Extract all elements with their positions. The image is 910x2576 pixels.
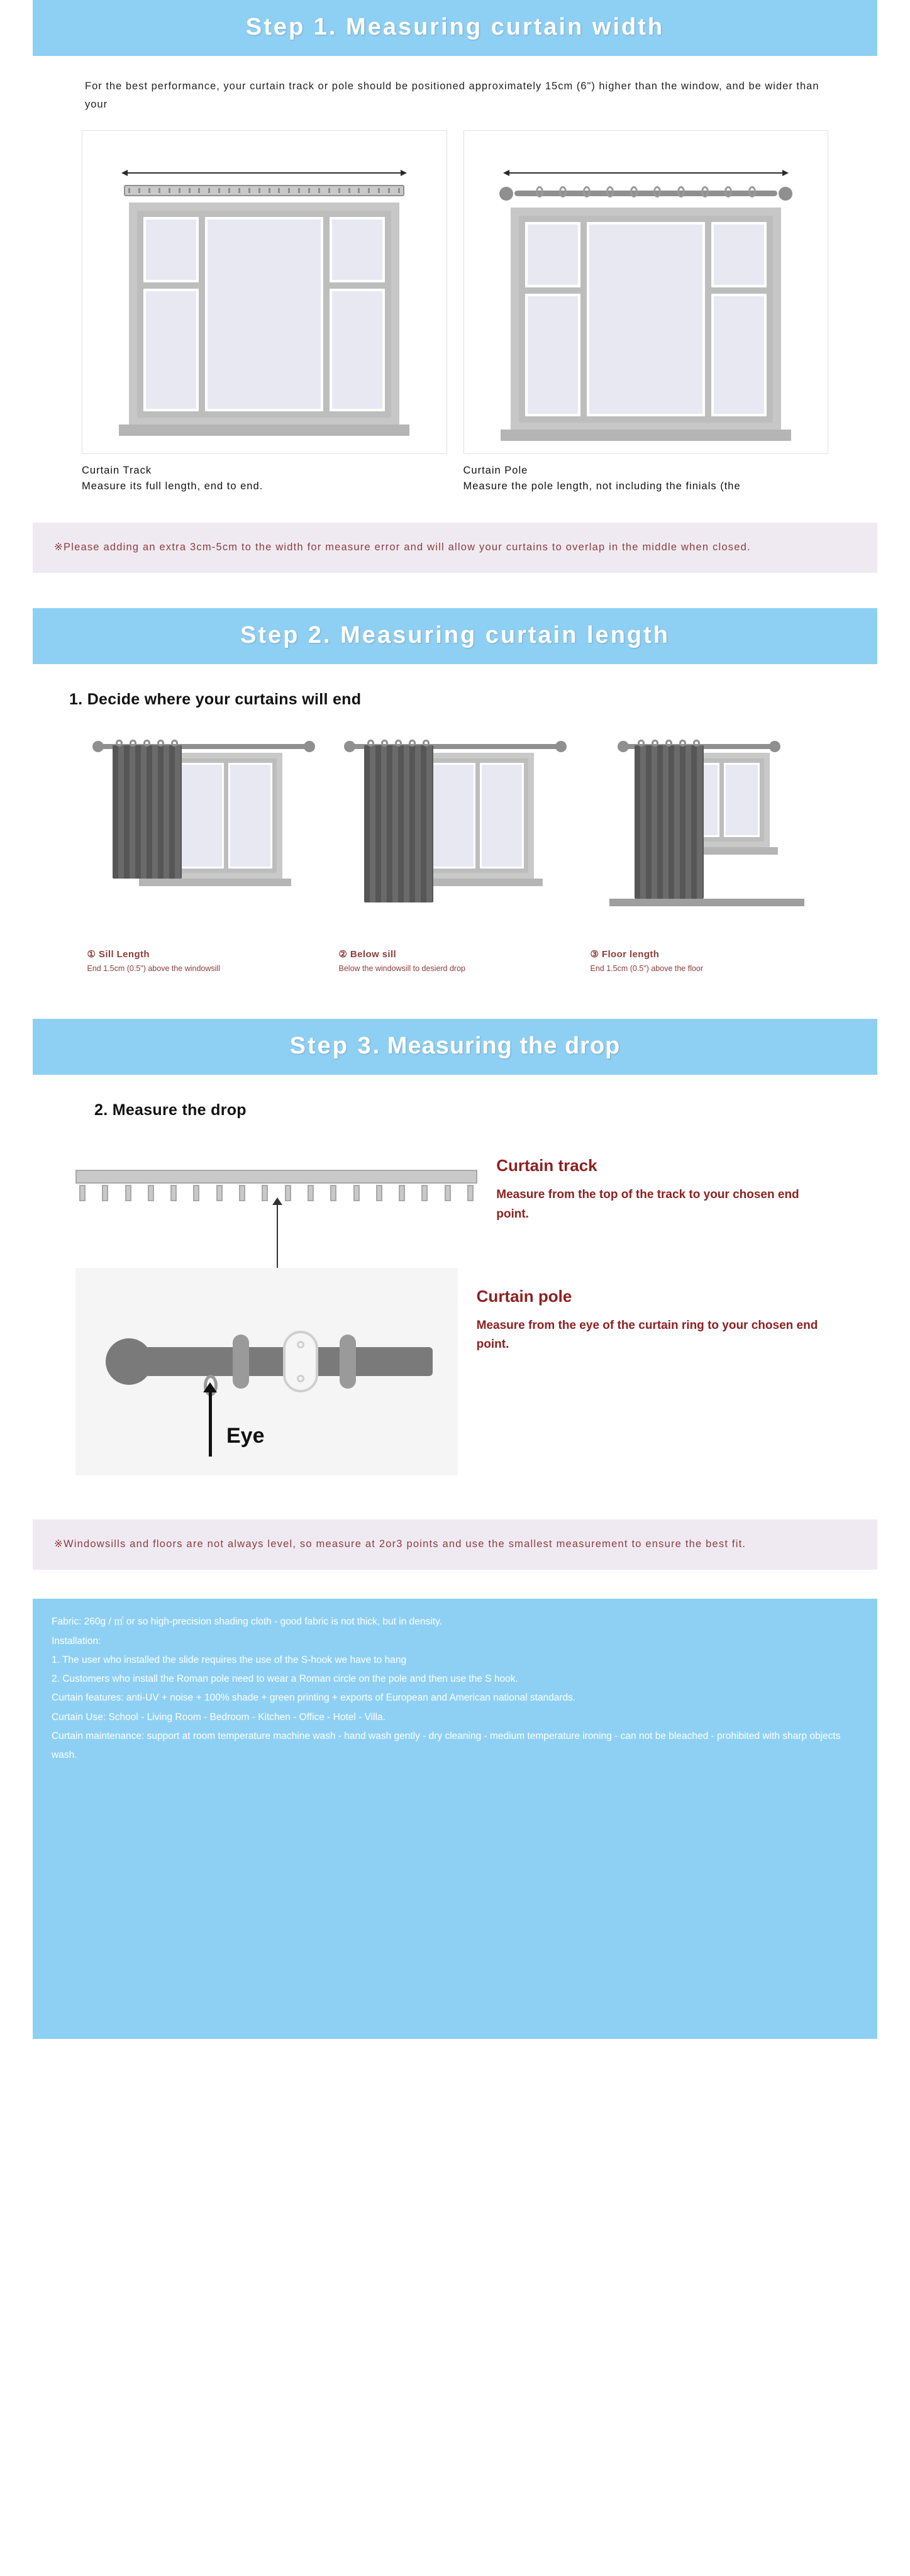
track-measure-illustration: [75, 1141, 477, 1204]
option-below-sill: [339, 728, 572, 975]
curtain-track-caption: [82, 463, 447, 495]
step3-banner-main: Step 3: [289, 1033, 373, 1060]
spec-line-fabric: Fabric: 260g / ㎡ or so high-precision shading cloth - good fabric is not thick, but in density.: [52, 1616, 442, 1628]
pole-measure-text: [477, 1230, 835, 1355]
up-arrow-icon: [209, 1391, 212, 1457]
option-sill-length-desc: End 1.5cm (0.5") above the windowsill: [87, 964, 220, 974]
window-icon: [129, 203, 399, 426]
option-sill-length: [87, 728, 320, 975]
below-sill-illustration: [339, 728, 572, 945]
step3-banner-rest: . Measuring the drop: [372, 1033, 621, 1060]
window-icon: [511, 208, 781, 431]
spec-line-install-2: 2. Customers who install the Roman pole need to wear a Roman circle on the pole and then use the S hook.: [52, 1674, 518, 1685]
eye-label: Eye: [226, 1423, 265, 1448]
pole-rod-icon: [498, 185, 794, 201]
sill-length-illustration: [87, 728, 320, 945]
step2-options-row: [82, 728, 828, 975]
option-sill-length-label: ① Sill Length: [87, 949, 150, 960]
pole-measure-illustration: [75, 1230, 458, 1475]
step1-illustration-row: [82, 130, 828, 495]
spec-line-features: Curtain features: anti-UV + noise + 100% shade + green printing + exports of European and American national standards.: [52, 1692, 576, 1704]
option-floor-length-desc: End 1.5cm (0.5") above the floor: [590, 964, 704, 974]
step3-subheading: 2. Measure the drop: [94, 1101, 247, 1119]
curtain-track-instruction: Measure from the top of the track to your chosen end point.: [496, 1188, 799, 1221]
measure-track-block: [75, 1141, 835, 1224]
spec-line-use: Curtain Use: School - Living Room - Bedroom - Kitchen - Office - Hotel - Villa.: [52, 1711, 386, 1723]
option-floor-length-label: ③ Floor length: [590, 949, 660, 960]
curtain-pole-illustration: [463, 130, 829, 454]
curtain-track-title: Curtain Track: [82, 464, 152, 476]
product-spec-block: [33, 1599, 877, 2039]
option-below-sill-label: ② Below sill: [338, 949, 397, 960]
spec-line-installation: Installation:: [52, 1635, 101, 1646]
curtain-track-desc: Measure its full length, end to end.: [82, 480, 264, 492]
step1-banner: Step 1. Measuring curtain width: [33, 0, 877, 56]
step2-banner: Step 2. Measuring curtain length: [33, 608, 877, 664]
width-arrow-icon: [116, 164, 412, 182]
curtain-pole-desc: Measure the pole length, not including the finials (the: [463, 480, 741, 492]
curtain-track-illustration: [82, 130, 447, 454]
curtain-pole-instruction: Measure from the eye of the curtain ring to your chosen end point.: [476, 1318, 818, 1352]
curtain-pole-panel: [463, 130, 829, 495]
width-arrow-icon: [498, 164, 794, 182]
track-measure-text: [496, 1141, 835, 1224]
spec-line-maintenance: Curtain maintenance: support at room temperature machine wash - hand wash gently - dry cleaning - medium temperature ironing - can not be bleached - prohibited with sharp objects wash.: [52, 1730, 841, 1760]
floor-length-illustration: [591, 728, 823, 945]
step3-note: ※Windowsills and floors are not always level, so measure at 2or3 points and use the smallest measurement to ensure the best fit.: [33, 1519, 877, 1570]
step3-banner: [33, 1019, 877, 1075]
option-below-sill-desc: Below the windowsill to desierd drop: [338, 964, 465, 974]
measure-pole-block: [75, 1230, 835, 1475]
curtain-pole-heading: Curtain pole: [476, 1286, 572, 1306]
curtain-pole-title: Curtain Pole: [463, 464, 528, 476]
step2-subheading: 1. Decide where your curtains will end: [69, 691, 362, 709]
step1-intro-text: For the best performance, your curtain track or pole should be positioned approximately 15cm (6") higher than the window, and be wider than your: [85, 80, 819, 110]
track-bar-icon: [124, 185, 404, 196]
curtain-track-panel: [82, 130, 447, 495]
step1-note: ※Please adding an extra 3cm-5cm to the width for measure error and will allow your curtains to overlap in the middle when closed.: [33, 523, 877, 574]
spec-line-install-1: 1. The user who installed the slide requires the use of the S-hook we have to hang: [52, 1654, 407, 1665]
option-floor-length: [591, 728, 823, 975]
curtain-pole-caption: [463, 463, 829, 495]
curtain-track-heading: Curtain track: [496, 1156, 597, 1175]
